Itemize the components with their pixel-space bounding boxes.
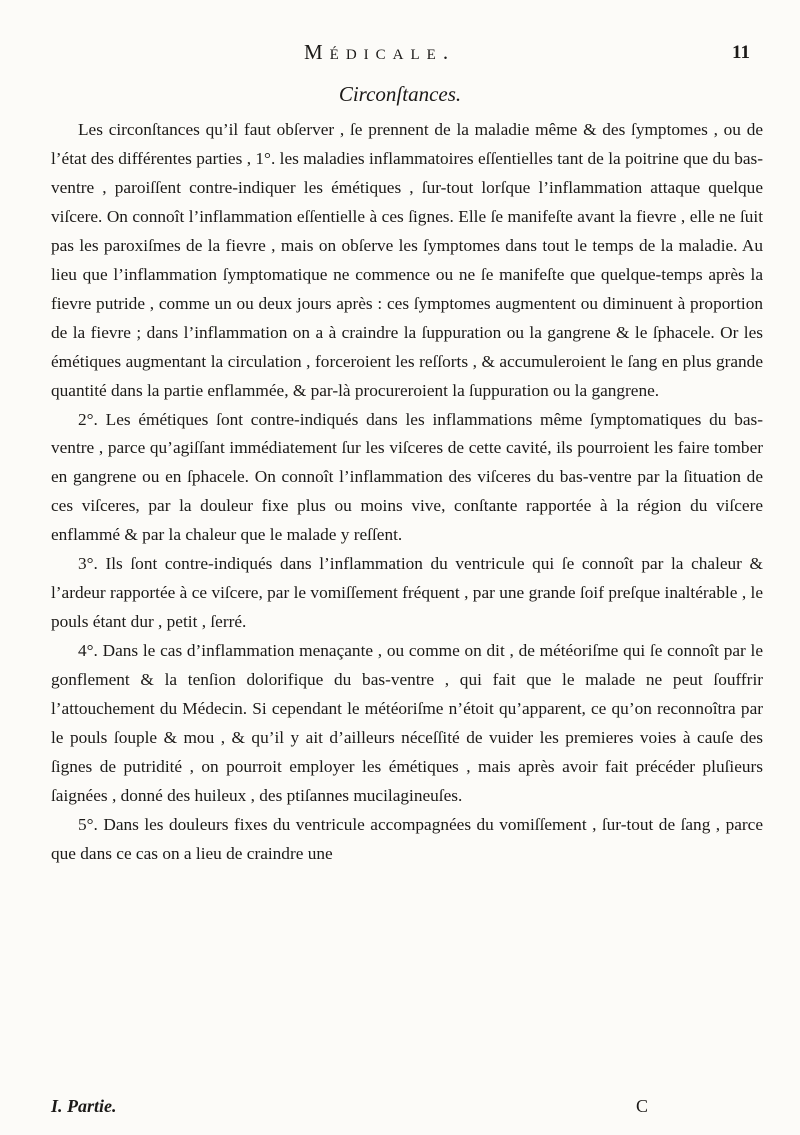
- paragraph-3: 3°. Ils ſont contre-indiqués dans l’inflammation du ventricule qui ſe connoît par la chaleur & l’ardeur rapportée à ce viſcere, par le vomiſſement fréquent , par une grande ſoif preſque inaltérable , le pouls étant dur , petit , ſerré.: [51, 554, 763, 632]
- paragraph-5: 5°. Dans les douleurs fixes du ventricule accompagnées du vomiſſement , ſur-tout de ſang , parce que dans ce cas on a lieu de craindre une: [51, 814, 763, 863]
- page-footer: [0, 1096, 800, 1124]
- paragraph-4: 4°. Dans le cas d’inflammation menaçante , ou comme on dit , de météoriſme qui ſe connoît par le gonflement & la tenſion dolorifique du bas-ventre , qui fait que le malade ne peut ſouffrir l’attouchement du Médecin. Si cependant le météoriſme n’étoit qu’apparent, ce qu’on reconnoîtra par le pouls ſouple & mou , & qu’il y ait d’ailleurs néceſſité de vuider les premieres voies à cauſe des ſignes de putridité , on pourroit employer les émétiques , mais après avoir fait précéder pluſieurs ſaignées , donné des huileux , des ptiſannes mucilagineuſes.: [51, 641, 763, 805]
- part-label: I. Partie.: [51, 1096, 117, 1116]
- page-number: 11: [732, 42, 750, 63]
- running-title: Médicale.: [304, 40, 456, 64]
- section-title: Circonſtances.: [338, 82, 462, 106]
- running-head: [0, 40, 800, 70]
- body-text: [51, 116, 763, 869]
- paragraph-2: 2°. Les émétiques ſont contre-indiqués dans les inflammations même ſymptomatiques du bas-ventre , parce qu’agiſſant immédiatement ſur les viſceres de cette cavité, ils pourroient les faire tomber en gangrene ou en ſphacele. On connoît l’inflammation des viſceres du bas-ventre par la ſituation de ces viſceres, par la douleur fixe plus ou moins vive, conſtante rapportée à la région du viſcere enflammé & par la chaleur que le malade y reſſent.: [51, 409, 763, 545]
- paragraph-1: Les circonſtances qu’il faut obſerver , ſe prennent de la maladie même & des ſymptomes , ou de l’état des différentes parties , 1°. les maladies inflammatoires eſſentielles tant de la poitrine que du bas-ventre , paroiſſent contre-indiquer les émétiques , ſur-tout lorſque l’inflammation attaque quelque viſcere. On connoît l’inflammation eſſentielle à ces ſignes. Elle ſe manifeſte avant la fievre , elle ne ſuit pas les paroxiſmes de la fievre , mais on obſerve les ſymptomes dans tout le temps de la maladie. Au lieu que l’inflammation ſymptomatique ne commence ou ne ſe manifeſte que quelque-temps après la fievre putride , comme un ou deux jours après : ces ſymptomes augmentent ou diminuent à proportion de la fievre ; dans l’inflammation on a à craindre la ſuppuration ou la gangrene & le ſphacele. Or les émétiques augmentant la circulation , forceroient les reſſorts , & accumuleroient le ſang en plus grande quantité dans la partie enflammée, & par-là procureroient la ſuppuration ou la gangrene.: [51, 120, 763, 400]
- signature-mark: C: [636, 1096, 649, 1116]
